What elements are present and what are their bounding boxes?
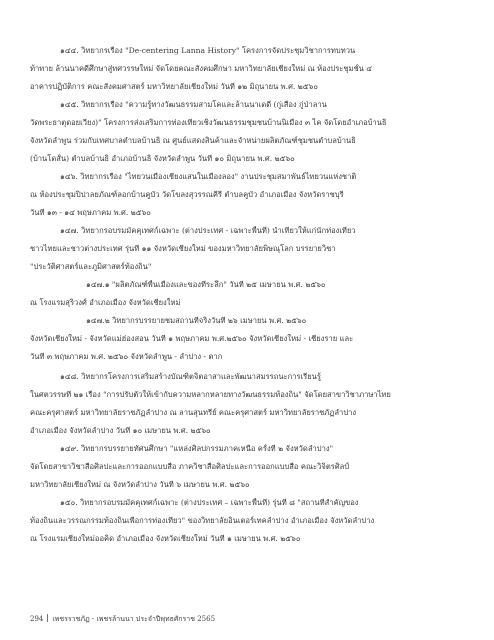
paragraph-line: อาคารปฏิบัติการ คณะสังคมศาสตร์ มหาวิทยาลัยเชียงใหม่ วันที่ ๑๒ มิถุนายน พ.ศ. ๒๕๖๐ [30, 82, 318, 91]
paragraph-line: ในศตวรรษที่ ๒๑ เรื่อง "การปรับตัวให้เข้ากับความหลากหลายทางวัฒนธรรมท้องถิ่น" จัดโดยสาขาวิชาภาษาไทย [30, 390, 391, 399]
paragraph-line: "ประวัติศาสตร์และภูมิศาสตร์ท้องถิ่น" [30, 262, 152, 271]
paragraph-line: จัดโดยสาขาวิชาสื่อศิลปะและการออกแบบสื่อ ภาควิชาสื่อศิลปะและการออกแบบสื่อ คณะวิจิตรศิลป์ [30, 462, 350, 471]
paragraph-line: ๑๔๙. วิทยากรบรรยายทัศนศึกษา "แหล่งศิลปกรรมภาคเหนือ ครั้งที่ ๒ จังหวัดลำปาง" [60, 444, 334, 453]
paragraph-line: ชาวไทยและชาวต่างประเทศ รุ่นที่ ๑๑ จังหวัดเชียงใหม่ ของมหาวิทยาลัยพิษณุโลก บรรยายวิชา [30, 244, 336, 253]
paragraph-line: ๑๔๕. วิทยากรเรื่อง "ความรู้ทางวัฒนธรรมสามโคและล้านนาเดดี (กู่เสือง กู่ป่าลาน [60, 100, 327, 109]
paragraph-line: มหาวิทยาลัยเชียงใหม่ ณ จังหวัดลำปาง วันที่ ๖ เมษายน พ.ศ. ๒๕๖๐ [30, 480, 250, 489]
paragraph-line: ท้าทาย ล้านนาคดีศึกษาสู่ทศวรรษใหม่ จัดโดยคณะสังคมศึกษา มหาวิทยาลัยเชียงใหม่ ณ ห้องประชุมชั้น ๔ [30, 64, 373, 73]
paragraph-line: ๑๔๗.๒ วิทยากรบรรยายชมสถานที่จริงวันที่ ๒๖ เมษายน พ.ศ. ๒๕๖๐ [86, 316, 307, 325]
page-footer [30, 614, 215, 625]
paragraph-line: ๑๔๖. วิทยากรเรื่อง "ไทยวนเมืองเชียงแสนในเมืองลอง" งานประชุมสมาพันธ์ไทยวนแห่งชาติ [60, 172, 357, 181]
paragraph-line: อำเภอเมือง จังหวัดลำปาง วันที่ ๑๐ เมษายน พ.ศ. ๒๕๖๐ [30, 426, 211, 435]
paragraph-line: ๑๔๔. วิทยากรเรื่อง "De-centering Lanna History" โครงการจัดประชุมวิชาการทบทวน [60, 46, 356, 55]
paragraph-line: ณ ห้องประชุมปิปาลยภัณฑ์ลอกบ้านคูบัว วัดโขลงสุวรรณคีรี ตำบลคูบัว อำเภอเมือง จังหวัดราชบุรี [30, 190, 344, 199]
paragraph-line: ๑๔๗. วิทยากรอบรมมัคคุเทศก์เฉพาะ (ต่างประเทศ - เฉพาะพื้นที่) นำเที่ยวให้แก่นักท่องเที่ยว [60, 226, 356, 235]
paragraph-line: วันที่ ๓ พฤษภาคม พ.ศ. ๒๕๖๐ จังหวัดลำพูน - ลำปาง - ตาก [30, 352, 223, 361]
paragraph-line: ณ โรงแรมเชียงใหม่ออคิด อำเภอเมือง จังหวัดเชียงใหม่ วันที่ ๑ เมษายน พ.ศ. ๒๕๖๐ [30, 534, 301, 543]
paragraph-line: ณ โรงแรมสุริวงศ์ อำเภอเมือง จังหวัดเชียงใหม่ [30, 298, 181, 307]
paragraph-line: คณะครุศาสตร์ มหาวิทยาลัยราชภัฏลำปาง ณ ลานสุนทรีย์ คณะครุศาสตร์ มหาวิทยาลัยราชภัฏลำปาง [30, 408, 357, 417]
paragraph-line: ท้องถิ่นและวรรณกรรมท้องถิ่นเพื่อการท่องเที่ยว" ของวิทยาลัยอินเตอร์เทคลำปาง อำเภอเมือง จังหวัดลำปาง [30, 516, 375, 525]
footer-divider [47, 614, 48, 622]
paragraph-line: ๑๔๗.๑ "ผลิตภัณฑ์พื้นเมืองและของที่ระลึก" วันที่ ๒๕ เมษายน พ.ศ. ๒๕๖๐ [86, 280, 326, 289]
paragraph-line: วันที่ ๑๓ - ๑๔ พฤษภาคม พ.ศ. ๒๕๖๐ [30, 208, 151, 217]
paragraph-line: วัดพระธาตุดอยเวียง)" โครงการส่งเสริมการท่องเที่ยวเชิงวัฒนธรรมชุมชนบ้านนิเมือง ๓ ไค จัดโดยอำเภอบ้านธิ [30, 118, 387, 127]
paragraph-line: ๑๔๘. วิทยากรโครงการเสริมสร้างบัณฑิตจิตอาสาและพัฒนาสมรรถนะการเรียนรู้ [60, 372, 321, 381]
footer-title: เพชรราชภัฏ - เพชรล้านนา ประจำปีพุทธศักราช 2565 [52, 615, 216, 623]
paragraph-line: จังหวัดเชียงใหม่ - จังหวัดแม่ฮ่องสอน วันที่ ๑ พฤษภาคม พ.ศ.๒๕๖๐ จังหวัดเชียงใหม่ - เชียงราย และ [30, 334, 354, 343]
paragraph-line: ๑๕๐. วิทยากรอบรมมัคคุเทศก์เฉพาะ (ต่างประเทศ – เฉพาะพื้นที่) รุ่นที่ ๘ "สถานที่สำคัญของ [60, 498, 359, 507]
paragraph-line: (บ้านโดสั้น) ตำบลบ้านธิ อำเภอบ้านธิ จังหวัดลำพูน วันที่ ๑๐ มิถุนายน พ.ศ. ๒๕๖๐ [30, 154, 295, 163]
page-number: 294 [30, 615, 44, 623]
paragraph-line: จังหวัดลำพูน ร่วมกับเทศบาลตำบลบ้านธิ ณ ศูนย์แสดงสินค้าและจำหน่ายผลิตภัณฑ์ชุมชนตำบลบ้านธิ [30, 136, 356, 145]
